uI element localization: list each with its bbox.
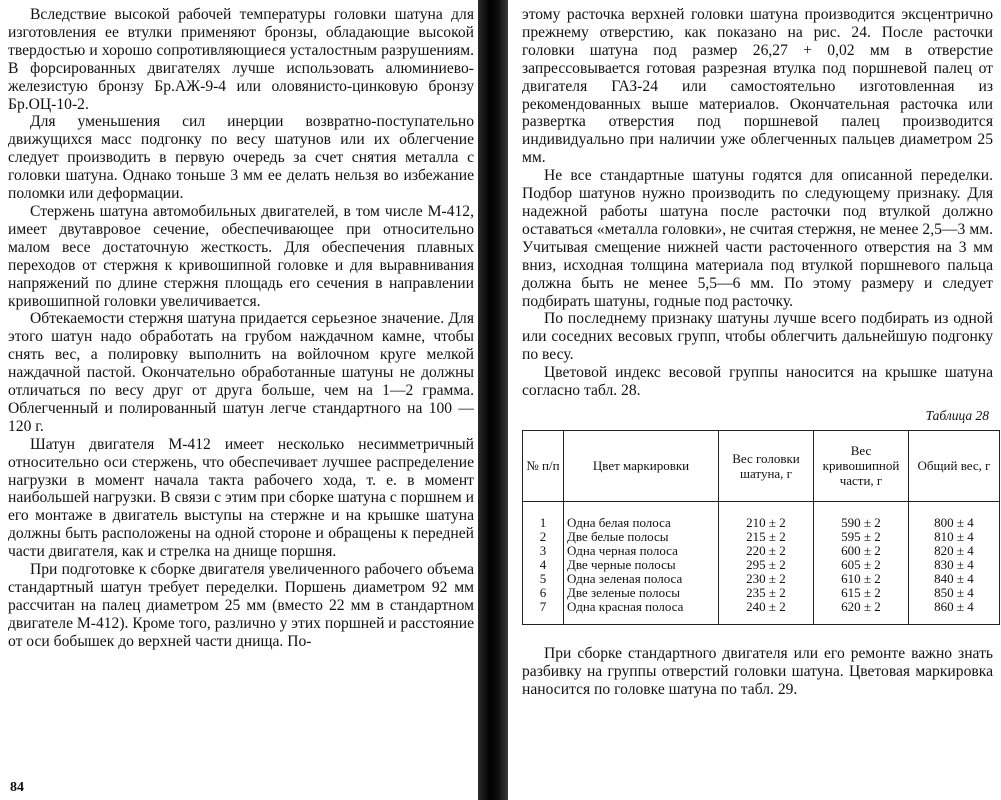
paragraph: Стержень шатуна автомобильных двигателей, в том числе М-412, имеет двутавровое сечение, обеспечивающее при относительно малом весе достаточную жесткость. Для обеспечения плавных переходов от стержня к кривошипной головке и для выравнивания напряжений по длине стержня площадь его сечения в направлении кривошипной головки увеличивается. [8,202,474,310]
left-page-text [8,6,474,651]
table-cell: 230 ± 2 [719,572,814,586]
table-body [523,501,1000,624]
table-cell: Две белые полосы [564,530,719,544]
table-cell: Одна черная полоса [564,544,719,558]
table-cell: 215 ± 2 [719,530,814,544]
table-cell: 610 ± 2 [814,572,909,586]
paragraph: Не все стандартные шатуны годятся для описанной переделки. Подбор шатунов нужно производить по следующему признаку. Для надежной работы шатуна после расточки под втулкой должно оставаться «металла головки», не считая стержня, не менее 2,5—3 мм. Учитывая смещение нижней части расточенного отверстия на 3 мм вниз, исходная толщина материала под втулкой поршневого пальца должна быть не менее 5,5—6 мм. По этому размеру и следует подбирать шатуны, годные под расточку. [522,167,993,310]
table-cell: 830 ± 4 [909,558,1000,572]
table-header-cell: Вес головки шатуна, г [719,430,814,501]
table-header-cell: Общий вес, г [909,430,1000,501]
table-row [523,586,1000,600]
paragraph: При подготовке к сборке двигателя увеличенного рабочего объема стандартный шатун требует переделки. Поршень диаметром 92 мм рассчитан на палец диаметром 25 мм (вместо 22 мм в стандартном двигателе М-412). Кроме того, различно у этих поршней и расстояние от оси бобышек до верхней части днища. По- [8,561,475,650]
paragraph: Цветовой индекс весовой группы наносится на крышке шатуна согласно табл. 28. [522,364,993,400]
table-header-cell: Вес кривошипной части, г [814,430,909,501]
table-cell: 850 ± 4 [909,586,1000,600]
paragraph: Обтекаемости стержня шатуна придается серьезное значение. Для этого шатун надо обработать на грубом наждачном камне, чтобы снять вес, а полировку выполнить на войлочном круге мелкой наждачной пастой. Окончательно обработанные шатуны не должны отличаться по весу друг от друга больше, чем на 1—2 грамма. Облегченный и полированный шатун легче стандартного на 100 —120 г. [8,310,474,435]
table-cell: 800 ± 4 [909,501,1000,530]
table-header-row [523,430,1000,501]
table-cell: 5 [523,572,564,586]
left-page [0,0,480,800]
right-page-text [522,6,993,400]
paragraph: При сборке стандартного двигателя или его ремонте важно знать разбивку на группы отверстий головки шатуна. Цветовая маркировка наносится по головке шатуна по табл. 29. [522,644,993,698]
table-cell: 1 [523,501,564,530]
book-gutter [478,0,508,800]
table-cell: 7 [523,600,564,625]
paragraph: этому расточка верхней головки шатуна производится эксцентрично прежнему отверстию, как показано на рис. 24. После расточки головки шатуна под размер 26,27 + 0,02 мм в отверстие запрессовывается готовая разрезная втулка под поршневой палец от двигателя ГАЗ-24 или самостоятельно изготовленная из рекомендованных выше материалов. Окончательная расточка или развертка отверстия под поршневой палец производится индивидуально при наличии уже облегченных пальцев диаметром 25 мм. [522,6,993,167]
table-header-cell: Цвет маркировки [564,430,719,501]
table-row [523,558,1000,572]
table-row [523,501,1000,530]
table-cell: 600 ± 2 [814,544,909,558]
table-row [523,572,1000,586]
page-number: 84 [10,780,24,795]
weight-group-table [522,430,1000,625]
table-header-cell: № п/п [523,430,564,501]
table-cell: 220 ± 2 [719,544,814,558]
table-cell: 615 ± 2 [814,586,909,600]
table-cell: Одна зеленая полоса [564,572,719,586]
table-cell: 295 ± 2 [719,558,814,572]
paragraph: Вследствие высокой рабочей температуры головки шатуна для изготовления ее втулки применяют бронзы, обладающие высокой твердостью и хорошо сопротивляющиеся усталостным разрушениям. В форсированных двигателях лучше использовать алюминиево-железистую бронзу Бр.АЖ-9-4 или оловянисто-цинковую бронзу Бр.ОЦ-10-2. [8,6,474,113]
table-row [523,530,1000,544]
table-cell: 235 ± 2 [719,586,814,600]
table-cell: 810 ± 4 [909,530,1000,544]
right-page [510,0,1001,800]
paragraph: Шатун двигателя М-412 имеет несколько несимметричный относительно оси стержень, что обеспечивает лучшее распределение нагрузки в момент начала такта рабочего хода, т. е. в момент наибольшей нагрузки. В связи с этим при сборке шатуна с поршнем и его монтаже в двигатель выступы на стержне и на крышке шатуна должны быть расположены на одной стороне и обращены к передней части двигателя, как и стрелка на днище поршня. [8,435,474,561]
table-cell: 590 ± 2 [814,501,909,530]
table-cell: 605 ± 2 [814,558,909,572]
table-cell: 4 [523,558,564,572]
table-cell: 840 ± 4 [909,572,1000,586]
table-caption: Таблица 28 [925,407,989,423]
table-cell: Две черные полосы [564,558,719,572]
table-cell: 240 ± 2 [719,600,814,625]
table-cell: Две зеленые полосы [564,586,719,600]
table-cell: Одна красная полоса [564,600,719,625]
table-cell: Одна белая полоса [564,501,719,530]
table-cell: 820 ± 4 [909,544,1000,558]
table-cell: 595 ± 2 [814,530,909,544]
table-cell: 860 ± 4 [909,600,1000,625]
table-cell: 3 [523,544,564,558]
table-cell: 210 ± 2 [719,501,814,530]
paragraph: По последнему признаку шатуны лучше всего подбирать из одной или соседних весовых групп, чтобы облегчить дальнейшую подгонку по весу. [522,310,993,364]
table-cell: 6 [523,586,564,600]
table-cell: 620 ± 2 [814,600,909,625]
table-cell: 2 [523,530,564,544]
paragraph: Для уменьшения сил инерции возвратно-поступательно движущихся масс подгонку по весу шатунов или их облегчение следует производить в первую очередь за счет снятия металла с головки шатуна. Однако тоньше 3 мм ее делать нельзя во избежание поломки или деформации. [8,113,474,203]
table-row [523,544,1000,558]
table-row [523,600,1000,625]
